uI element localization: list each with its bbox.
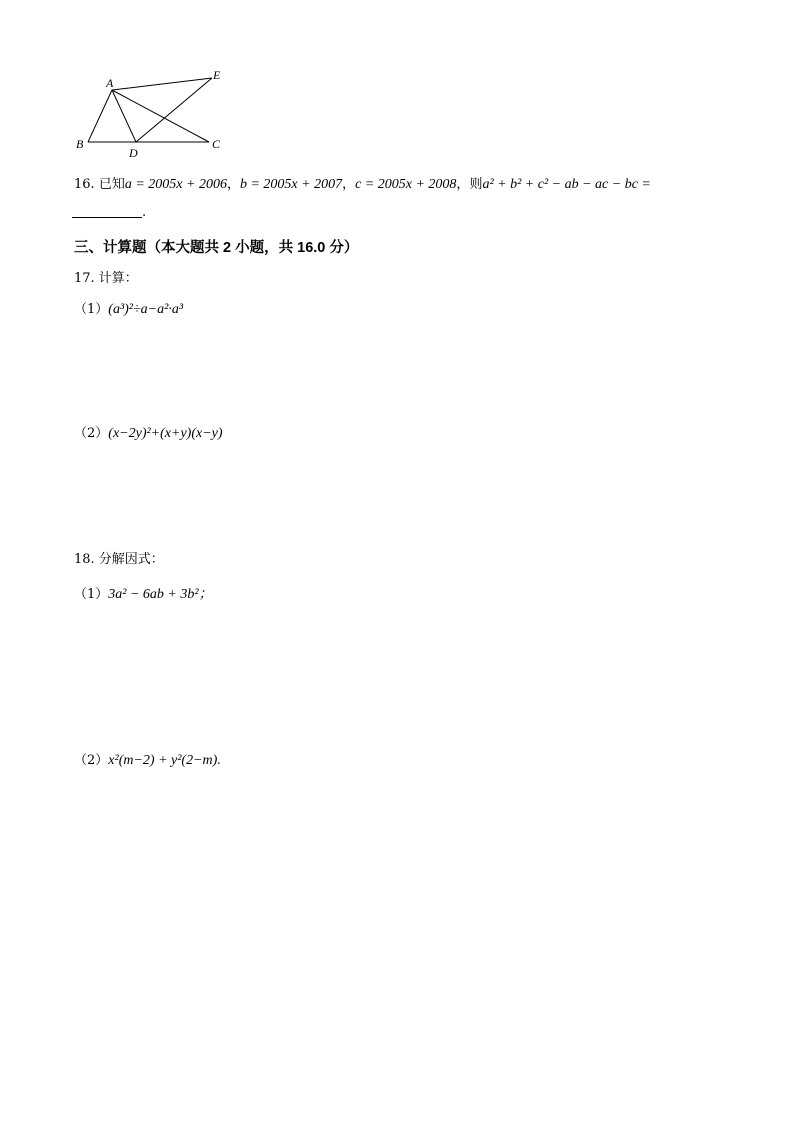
- q17-part-1-label: （1）: [74, 302, 109, 317]
- q17-part-1: [74, 298, 183, 318]
- q18-part-2-label: （2）: [74, 753, 109, 768]
- label-a: A: [106, 76, 114, 90]
- q16-b-def: b = 2005x + 2007: [239, 177, 343, 192]
- label-b: B: [76, 137, 84, 151]
- label-e: E: [213, 68, 221, 82]
- q16-c-def: c = 2005x + 2008: [355, 177, 457, 192]
- label-d: D: [129, 146, 138, 160]
- segment-ae: [112, 78, 212, 90]
- q16-end: .: [142, 205, 147, 220]
- q16-answer-line: [72, 205, 146, 220]
- segment-ac: [112, 90, 209, 142]
- question-16: 16. 已知a = 2005x + 2006，b = 2005x + 2007，c = 2005x + 2008，则a² + b² + c² − ab − ac − bc =: [74, 177, 651, 192]
- q16-a-def: a = 2005x + 2006: [124, 177, 227, 192]
- q17-part-2-expr: (x−2y)²+(x+y)(x−y): [108, 426, 223, 441]
- q18-part-2: [74, 749, 221, 769]
- q16-number: 16.: [74, 177, 95, 192]
- section-3-heading: 三、计算题（本大题共 2 小题，共 16.0 分）: [74, 240, 359, 256]
- q17-part-2: [74, 422, 223, 442]
- q17-part-2-label: （2）: [74, 426, 109, 441]
- segment-ab: [88, 90, 112, 142]
- label-c: C: [212, 137, 221, 151]
- answer-blank[interactable]: [72, 205, 142, 218]
- q16-then: 则: [469, 177, 483, 192]
- triangle-figure: [70, 62, 240, 162]
- q18-title: 18. 分解因式：: [74, 552, 164, 567]
- q18-part-2-expr: x²(m−2) + y²(2−m).: [108, 753, 221, 768]
- q16-expression: a² + b² + c² − ab − ac − bc =: [482, 177, 651, 192]
- q16-intro: 已知: [98, 177, 125, 192]
- segment-de: [136, 78, 212, 142]
- q18-part-1-label: （1）: [74, 587, 109, 602]
- q18-part-1-expr: 3a² − 6ab + 3b²；: [108, 587, 213, 602]
- segment-ad: [112, 90, 136, 142]
- q18-part-1: [74, 583, 213, 603]
- q17-part-1-expr: (a³)²÷a−a²·a³: [108, 302, 184, 317]
- q17-title: 17. 计算：: [74, 271, 138, 286]
